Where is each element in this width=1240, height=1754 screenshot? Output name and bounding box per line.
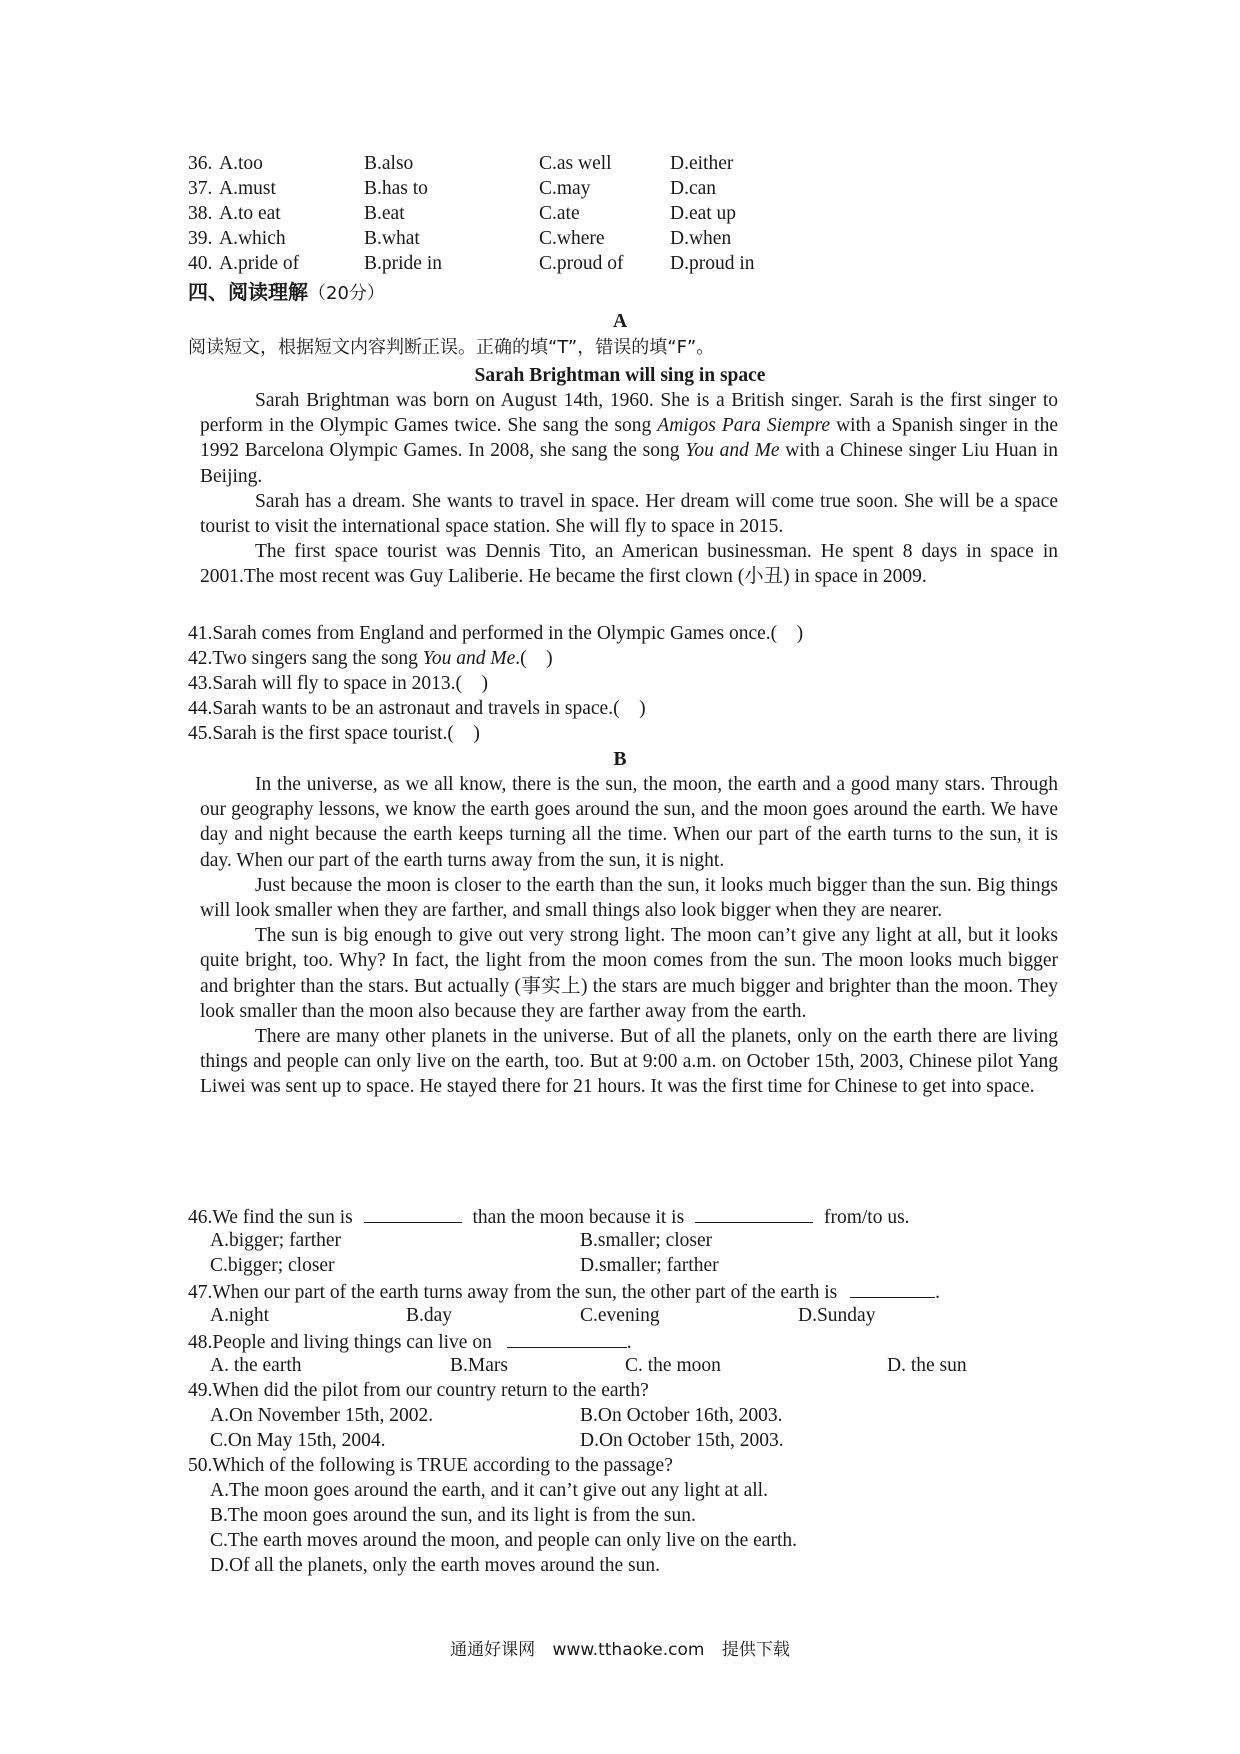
option-c: C.The earth moves around the moon, and people can only live on the earth. (210, 1530, 797, 1551)
option-c: C.On May 15th, 2004. (210, 1430, 386, 1451)
option-d: D.On October 15th, 2003. (580, 1430, 784, 1451)
footer-url[interactable]: www.tthaoke.com (552, 1640, 705, 1660)
option-b: B.has to (364, 178, 428, 199)
option-d: D.either (670, 153, 734, 174)
question-43: 43.Sarah will fly to space in 2013.( ) (188, 673, 489, 694)
option-c: C.evening (580, 1305, 660, 1326)
option-d: D.Sunday (798, 1305, 876, 1326)
option-b: B.smaller; closer (580, 1230, 713, 1251)
option-c: C.where (539, 228, 605, 249)
text: with a Spanish singer in the 1992 Barcelona Olympic Games. In 2008, she sang the song (200, 415, 1058, 462)
option-a: 38. (188, 203, 213, 224)
option-c: C.bigger; closer (210, 1255, 335, 1276)
text: 42.Two singers sang the song (188, 648, 423, 669)
footer-site-name: 通通好课网 (450, 1640, 536, 1660)
question-text: 46.We find the sun is (188, 1207, 353, 1228)
passage-b-paragraph-3: The sun is big enough to give out very strong light. The moon can’t give any light at all, but it looks quite bright, too. Why? In fact, the light from the moon comes from the sun. The moon looks much bigger and brighter than the stars. But actually (事实上) the stars are much bigger and brighter than the moon. They look smaller than the moon also because they are farther away from the earth. (200, 925, 1058, 1022)
option-c: C.as well (539, 153, 612, 174)
song-title: Amigos Para Siempre (657, 415, 831, 437)
page-footer (0, 1635, 1240, 1660)
option-c: C. the moon (625, 1355, 721, 1376)
option-a: 36. (188, 153, 213, 174)
part-b-label: B (613, 749, 627, 770)
option-a-text: A.which (219, 228, 286, 249)
option-a: A. the earth (210, 1355, 302, 1376)
text: with a Chinese singer Liu Huan in Beijing. (200, 440, 1058, 487)
question-47 (188, 1279, 940, 1305)
option-a: A.bigger; farther (210, 1230, 342, 1251)
option-a: A.The moon goes around the earth, and it can’t give out any light at all. (210, 1480, 768, 1501)
option-b: B.pride in (364, 253, 442, 274)
option-a: 40. (188, 253, 213, 274)
option-d: D.Of all the planets, only the earth moves around the sun. (210, 1555, 661, 1576)
footer-note: 提供下载 (721, 1640, 790, 1660)
question-42 (188, 647, 553, 671)
passage-b-paragraph-2: Just because the moon is closer to the earth than the sun, it looks much bigger than the sun. Big things will look smaller when they are farther, and small things also look bigger when they are nearer. (200, 874, 1058, 922)
question-text: 47.When our part of the earth turns away from the sun, the other part of the earth is (188, 1282, 838, 1303)
text: .( ) (515, 648, 553, 669)
passage-b-paragraph-4: There are many other planets in the universe. But of all the planets, only on the earth there are living things and people can only live on the earth, too. But at 9:00 a.m. on October 15th, 2003, Chinese pilot Yang Liwei was sent up to space. He stayed there for 21 hours. It was the first time for Chinese to get into space. (200, 1026, 1058, 1098)
answer-blank (507, 1329, 627, 1348)
passage-b-paragraph-1: In the universe, as we all know, there is the sun, the moon, the earth and a good many stars. Through our geography lessons, we know the earth goes around the sun, and the moon goes around the earth. We have day and night because the earth keeps turning all the time. When our part of the earth turns to the sun, it is day. When our part of the earth turns away from the sun, it is night. (200, 774, 1058, 871)
answer-blank (364, 1204, 462, 1223)
passage-b-body (200, 772, 1058, 1100)
answer-blank (695, 1204, 813, 1223)
option-b: B.eat (364, 203, 405, 224)
option-c: C.ate (539, 203, 580, 224)
option-b: B.The moon goes around the sun, and its light is from the sun. (210, 1505, 696, 1526)
option-d: D.proud in (670, 253, 755, 274)
question-text: from/to us. (823, 1207, 910, 1228)
option-d: D.when (670, 228, 732, 249)
option-a: A.On November 15th, 2002. (210, 1405, 434, 1426)
option-b: B.what (364, 228, 420, 249)
period: . (626, 1332, 632, 1353)
answer-blank (850, 1279, 935, 1298)
option-a-text: A.to eat (219, 203, 281, 224)
part-a-label: A (612, 311, 628, 332)
passage-a-body (200, 388, 1058, 590)
question-46 (188, 1204, 910, 1230)
option-d: D.can (670, 178, 717, 199)
option-b: B.On October 16th, 2003. (580, 1405, 783, 1426)
question-41: 41.Sarah comes from England and performed in the Olympic Games once.( ) (188, 623, 804, 644)
section-heading (188, 280, 385, 306)
section-title: 四、阅读理解 (188, 280, 308, 304)
option-b: B.Mars (450, 1355, 508, 1376)
question-44: 44.Sarah wants to be an astronaut and travels in space.( ) (188, 698, 646, 719)
option-d: D. the sun (887, 1355, 967, 1376)
song-title: You and Me (422, 648, 516, 669)
option-c: C.may (539, 178, 591, 199)
passage-a-paragraph-3: The first space tourist was Dennis Tito, an American businessman. He spent 8 days in space in 2001.The most recent was Guy Laliberie. He became the first clown (小丑) in space in 2009. (200, 541, 1058, 588)
option-d: D.smaller; farther (580, 1255, 719, 1276)
option-a: 39. (188, 228, 213, 249)
option-a-text: A.pride of (219, 253, 300, 274)
part-a-instruction: 阅读短文，根据短文内容判断正误。正确的填“T”，错误的填“F”。 (188, 337, 715, 358)
song-title: You and Me (685, 440, 780, 462)
option-d: D.eat up (670, 203, 737, 224)
question-50: 50.Which of the following is TRUE according to the passage? (188, 1455, 673, 1476)
passage-a-title: Sarah Brightman will sing in space (474, 365, 766, 386)
option-a-text: A.must (219, 178, 276, 199)
question-text: than the moon because it is (472, 1207, 685, 1228)
option-b: B.also (364, 153, 414, 174)
option-a: A.night (210, 1305, 270, 1326)
passage-a-paragraph-2: Sarah has a dream. She wants to travel in space. Her dream will come true soon. She will be a space tourist to visit the international space station. She will fly to space in 2015. (200, 490, 1058, 538)
option-c: C.proud of (539, 253, 624, 274)
option-b: B.day (406, 1305, 453, 1326)
text: Sarah Brightman was born on August 14th, 1960. She is a British singer. Sarah is the first singer to perform in the Olympic Games twice. She sang the song (200, 390, 1058, 437)
section-score: （20分） (308, 283, 385, 304)
question-49: 49.When did the pilot from our country return to the earth? (188, 1380, 649, 1401)
option-a-text: A.too (219, 153, 263, 174)
question-48 (188, 1329, 632, 1355)
period: . (935, 1282, 940, 1303)
question-text: 48.People and living things can live on (188, 1332, 492, 1353)
passage-a-paragraph-1 (200, 388, 1058, 489)
option-a: 37. (188, 178, 213, 199)
question-45: 45.Sarah is the first space tourist.( ) (188, 723, 480, 744)
